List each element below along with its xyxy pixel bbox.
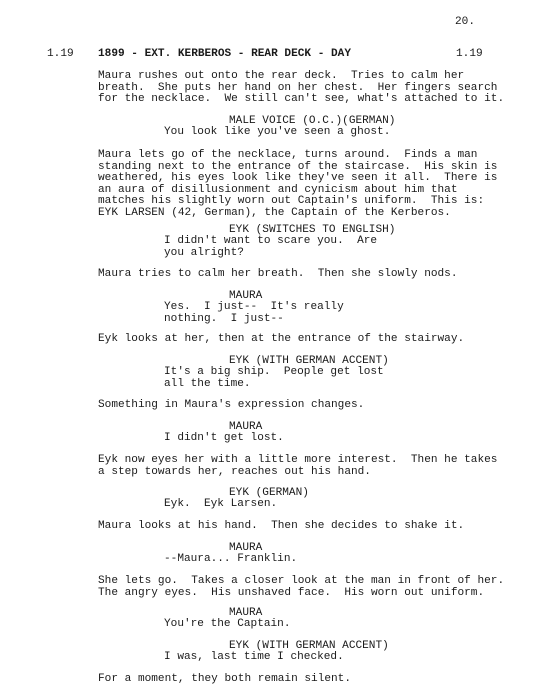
character-cue: MAURA [229, 542, 263, 554]
character-cue: MAURA [229, 290, 263, 302]
action-line: Eyk looks at her, then at the entrance of the stairway. [98, 333, 465, 345]
character-cue: MALE VOICE (O.C.)(GERMAN) [229, 115, 396, 127]
character-cue: EYK (WITH GERMAN ACCENT) [229, 640, 389, 652]
action-line: She lets go. Takes a closer look at the man in front of her. The angry eyes. His unshaved face. His worn out uniform. [98, 575, 505, 599]
dialogue-line: You're the Captain. [164, 618, 291, 630]
character-cue: EYK (SWITCHES TO ENGLISH) [229, 224, 396, 236]
character-cue: EYK (GERMAN) [229, 487, 309, 499]
dialogue-line: You look like you've seen a ghost. [164, 126, 391, 138]
scene-number-right: 1.19 [456, 48, 483, 60]
action-line: Maura tries to calm her breath. Then she slowly nods. [98, 268, 458, 280]
dialogue-line: It's a big ship. People get lost all the time. [164, 366, 384, 390]
scene-heading: 1899 - EXT. KERBEROS - REAR DECK - DAY [98, 48, 351, 60]
page-number: 20. [455, 16, 475, 28]
action-line: Maura looks at his hand. Then she decides to shake it. [98, 520, 465, 532]
action-line: Eyk now eyes her with a little more interest. Then he takes a step towards her, reaches out his hand. [98, 454, 498, 478]
dialogue-line: I didn't want to scare you. Are you alright? [164, 235, 378, 259]
dialogue-line: I didn't get lost. [164, 432, 284, 444]
dialogue-line: I was, last time I checked. [164, 651, 344, 663]
action-line: Maura rushes out onto the rear deck. Tries to calm her breath. She puts her hand on her chest. Her fingers search for the necklace. We still can't see, what's attached to it. [98, 70, 505, 106]
action-line: Something in Maura's expression changes. [98, 399, 365, 411]
scene-number-left: 1.19 [47, 48, 74, 60]
action-line: For a moment, they both remain silent. [98, 673, 351, 685]
character-cue: MAURA [229, 607, 263, 619]
character-cue: MAURA [229, 421, 263, 433]
dialogue-line: Eyk. Eyk Larsen. [164, 498, 278, 510]
dialogue-line: --Maura... Franklin. [164, 553, 298, 565]
dialogue-line: Yes. I just-- It's really nothing. I just-- [164, 301, 344, 325]
action-line: Maura lets go of the necklace, turns around. Finds a man standing next to the entrance of the staircase. His skin is weathered, his eyes look like they've seen it all. There is an aura of disillusionment and cynicism about him that matches his slightly worn out Captain's uniform. This is: EYK LARSEN (42, German), the Captain of the Kerberos. [98, 149, 498, 219]
character-cue: EYK (WITH GERMAN ACCENT) [229, 355, 389, 367]
